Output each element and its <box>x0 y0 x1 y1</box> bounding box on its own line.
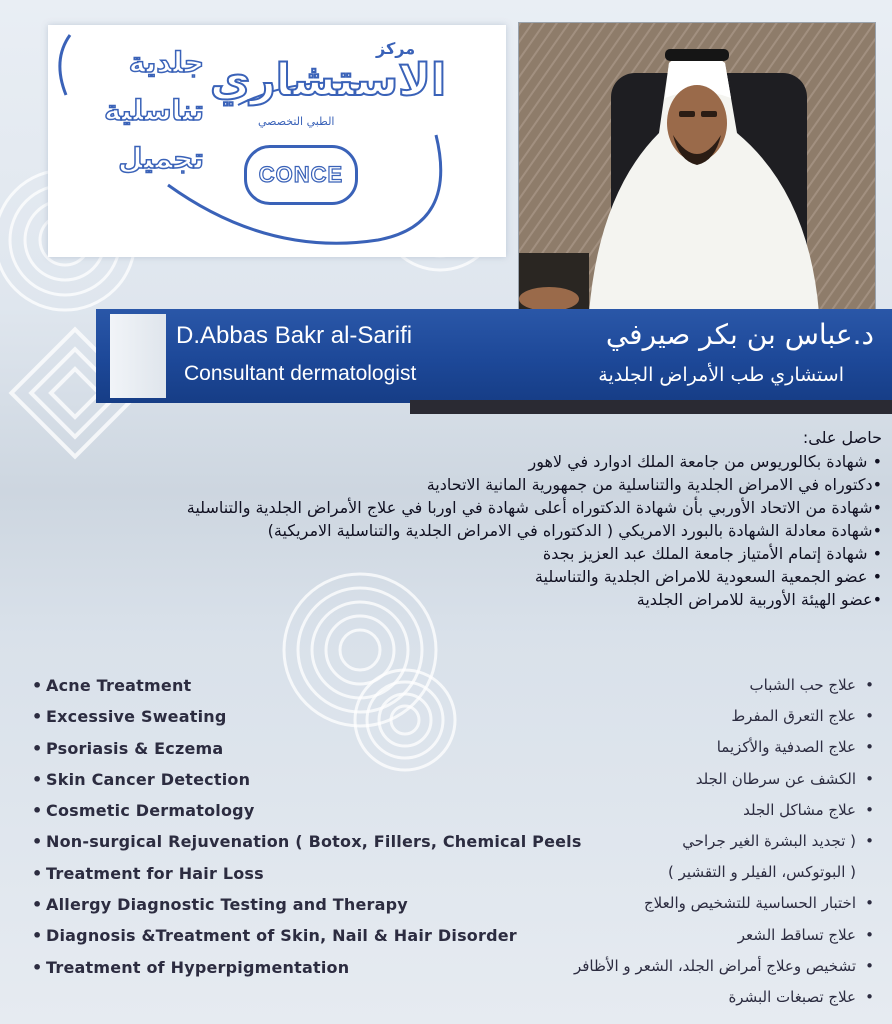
service-item-en: • Cosmetic Dermatology <box>32 801 255 821</box>
bullet-icon: • <box>865 800 874 819</box>
logo-badge-text: CONCE <box>258 162 344 187</box>
service-item-en: • Psoriasis & Eczema <box>32 738 224 758</box>
bullet-icon: • <box>32 863 43 883</box>
bullet-icon: • <box>32 738 43 758</box>
bullet-icon: • <box>32 801 43 821</box>
doctor-portrait-image <box>519 23 875 313</box>
service-item-en: • Non-surgical Rejuvenation ( Botox, Fillers, Chemical Peels <box>32 832 582 852</box>
bullet-icon: • <box>865 738 874 757</box>
service-item-en: • Skin Cancer Detection <box>32 769 251 789</box>
bullet-icon: • <box>872 452 882 471</box>
qualifications-heading: حاصل على: <box>802 428 882 447</box>
services-list-en <box>32 676 582 989</box>
bullet-icon: • <box>32 895 43 915</box>
service-item-ar: •الكشف عن سرطان الجلد <box>695 769 874 788</box>
service-item-ar: •علاج الصدفية والأكزيما <box>716 738 874 757</box>
service-item-en: • Treatment of Hyperpigmentation <box>32 957 350 977</box>
qualification-item: •دكتوراه في الامراض الجلدية والتناسلية من جمهورية المانية الاتحادية <box>426 475 882 494</box>
qualifications-list <box>162 426 882 611</box>
bullet-icon: • <box>32 926 43 946</box>
bullet-icon: • <box>32 957 43 977</box>
qualification-item: • شهادة بكالوريوس من جامعة الملك ادوارد في لاهور <box>528 452 882 471</box>
services-list-ar <box>574 676 874 1019</box>
service-item-ar: •علاج تصبغات البشرة <box>728 987 874 1006</box>
service-item-en: • Acne Treatment <box>32 676 192 695</box>
banner-light-block <box>110 314 166 398</box>
bullet-icon: • <box>872 521 882 540</box>
service-item-en: • Diagnosis &Treatment of Skin, Nail & Hair Disorder <box>32 926 517 946</box>
doctor-name-en: D.Abbas Bakr al-Sarifi <box>176 322 413 349</box>
doctor-photo <box>518 22 876 314</box>
bullet-icon: • <box>32 769 43 789</box>
bullet-icon: • <box>865 769 874 788</box>
bullet-icon: • <box>872 590 882 609</box>
service-item-en: • Excessive Sweating <box>32 707 227 727</box>
service-item-ar: •علاج حب الشباب <box>749 676 874 694</box>
service-item-ar: •اختبار الحساسية للتشخيص والعلاج <box>644 894 874 913</box>
bullet-icon: • <box>865 956 874 975</box>
bullet-icon: • <box>872 544 882 563</box>
bullet-icon: • <box>872 498 882 517</box>
qualification-item: •عضو الهيئة الأوربية للامراض الجلدية <box>636 590 882 609</box>
logo-specialties <box>74 39 204 183</box>
logo-specialty-dermatology: جلدية <box>128 46 204 79</box>
service-item-en: • Treatment for Hair Loss <box>32 863 264 883</box>
logo-specialty-venereology: تناسلية <box>104 94 204 127</box>
bullet-icon: • <box>865 894 874 913</box>
logo-center-name: الاستشاري <box>210 55 447 106</box>
doctor-title-ar: استشاري طب الأمراض الجلدية <box>598 364 844 386</box>
bullet-icon: • <box>32 707 43 727</box>
logo-center-small: مركز <box>376 39 416 58</box>
bullet-icon: • <box>872 567 882 586</box>
bullet-icon: • <box>865 707 874 726</box>
bullet-icon: • <box>32 676 43 695</box>
qualification-item: • عضو الجمعية السعودية للامراض الجلدية والتناسلية <box>534 567 882 586</box>
bullet-icon: • <box>865 676 874 694</box>
service-item-en: • Allergy Diagnostic Testing and Therapy <box>32 895 408 915</box>
bullet-icon: • <box>32 832 43 852</box>
logo-specialty-cosmetic: تجميل <box>118 142 204 175</box>
service-item-ar: •تشخيص وعلاج أمراض الجلد، الشعر و الأظافر <box>573 956 874 975</box>
doctor-title-en: Consultant dermatologist <box>184 362 417 385</box>
bullet-icon: • <box>865 925 874 944</box>
banner-shadow-strip <box>410 400 892 414</box>
service-item-ar: ( البوتوكس، الفيلر و التقشير ) <box>668 863 856 882</box>
bullet-icon: • <box>872 475 882 494</box>
doctor-name-ar: د.عباس بن بكر صيرفي <box>605 318 874 351</box>
qualification-item: •شهادة من الاتحاد الأوربي بأن شهادة الدكتوراه أعلى شهادة في اوربا في علاج الأمراض الجلدية والتناسلية <box>186 498 882 517</box>
logo-center-subtitle: الطبي التخصصي <box>258 115 335 128</box>
service-item-ar: •علاج التعرق المفرط <box>731 707 874 726</box>
qualification-item: •شهادة معادلة الشهادة بالبورد الامريكي ( الدكتوراه في الامراض الجلدية والتناسلية الامريكية) <box>267 521 882 540</box>
service-item-ar: •علاج مشاكل الجلد <box>743 800 874 819</box>
logo-badge <box>244 145 358 205</box>
qualification-item: • شهادة إتمام الأمتياز جامعة الملك عبد العزيز بجدة <box>542 544 882 563</box>
service-item-ar: •( تجديد البشرة الغير جراحي <box>682 831 874 850</box>
clinic-logo-panel <box>48 25 506 257</box>
service-item-ar: •علاج تساقط الشعر <box>737 925 874 944</box>
bullet-icon: • <box>865 831 874 850</box>
bullet-icon: • <box>865 987 874 1006</box>
